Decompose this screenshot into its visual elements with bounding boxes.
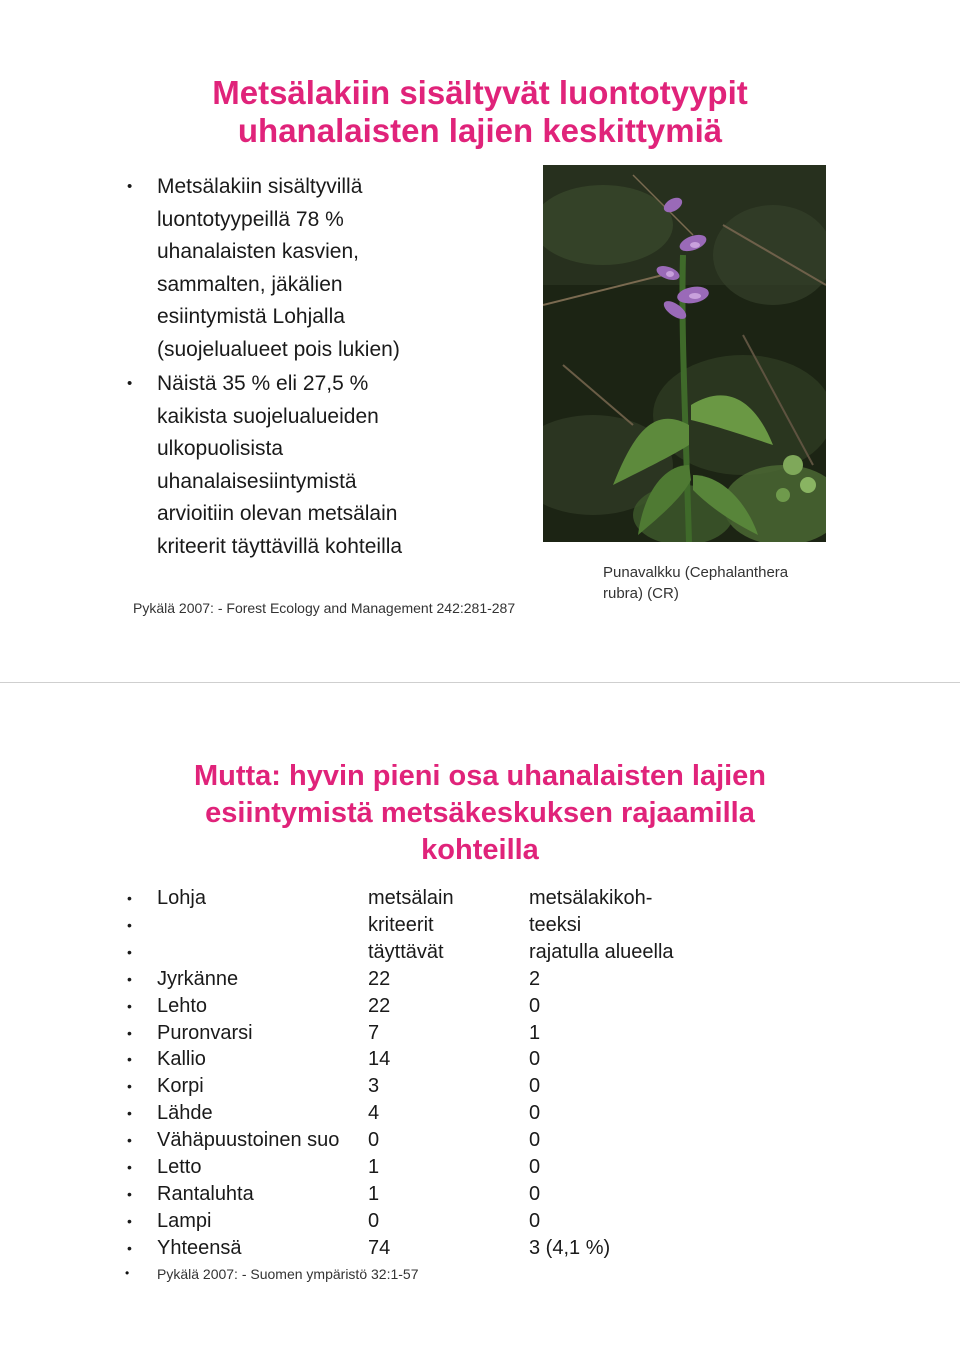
law-site-count-cell: 0 [529, 994, 541, 1017]
table-row [0, 993, 960, 1019]
title-line: kohteilla [421, 834, 539, 866]
habitat-name-cell: Korpi [157, 1075, 204, 1098]
table-row [0, 1100, 960, 1126]
criteria-count-cell: 22 [368, 967, 391, 990]
bullet-line: (suojelualueet pois lukien) [157, 337, 400, 361]
bullet-dot-icon: • [127, 1159, 132, 1175]
criteria-count-cell: 0 [368, 1129, 380, 1152]
law-site-count-cell: metsälakikoh- [529, 887, 653, 909]
title-line: Metsälakiin sisältyvät luontotyypit [212, 74, 748, 111]
bullet-line: Metsälakiin sisältyvillä [157, 175, 363, 198]
bullet-dot-icon: • [127, 1212, 132, 1229]
criteria-count-cell: 14 [368, 1048, 391, 1071]
table-row [0, 1235, 960, 1261]
bullet-2 [127, 368, 403, 563]
habitat-name-cell: Rantaluhta [157, 1182, 254, 1205]
table-row [0, 1181, 960, 1207]
bullet-dot-icon: • [127, 997, 132, 1014]
law-site-count-cell: 0 [529, 1048, 541, 1071]
habitat-name-cell: Vähäpuustoinen suo [157, 1129, 340, 1152]
slide-2-title [0, 758, 960, 869]
bullet-dot-icon: • [125, 1266, 130, 1280]
title-line: uhanalaisten lajien keskittymiä [237, 112, 723, 149]
criteria-count-cell: 0 [368, 1209, 380, 1232]
habitat-name-cell: Puronvarsi [157, 1021, 253, 1044]
bullet-dot-icon: • [127, 375, 133, 392]
bullet-line: ulkopuolisista [157, 437, 284, 460]
criteria-count-cell: 22 [368, 994, 391, 1017]
table-row [0, 939, 960, 965]
bullet-line: kaikista suojelualueiden [157, 404, 379, 428]
habitat-name-cell: Lehto [157, 994, 208, 1017]
bullet-dot-icon: • [127, 890, 132, 906]
table-row [0, 1127, 960, 1153]
title-line: Mutta: hyvin pieni osa uhanalaisten lajien [193, 760, 767, 792]
criteria-count-cell: 7 [368, 1021, 380, 1044]
bullet-dot-icon: • [127, 1185, 132, 1202]
reference-text: Pykälä 2007: - Forest Ecology and Management 242:281-287 [133, 600, 516, 616]
criteria-count-cell: täyttävät [368, 940, 444, 963]
bullet-line: Näistä 35 % eli 27,5 % [157, 372, 369, 395]
habitat-name-cell: Jyrkänne [157, 967, 239, 990]
criteria-count-cell: kriteerit [368, 913, 434, 936]
habitat-name-cell: Yhteensä [157, 1236, 242, 1259]
table-row [0, 1073, 960, 1099]
habitat-name-cell: Lähde [157, 1102, 213, 1125]
slide-divider [0, 682, 960, 683]
bullet-line: luontotyypeillä 78 % [157, 207, 344, 231]
title-line: esiintymistä metsäkeskuksen rajaamilla [205, 797, 755, 829]
habitat-name-cell: Lampi [157, 1209, 212, 1232]
bullet-dot-icon: • [127, 916, 132, 933]
caption-line: rubra) (CR) [603, 585, 679, 602]
law-site-count-cell: 0 [529, 1129, 541, 1152]
orchid-photo [543, 165, 826, 542]
criteria-count-cell: 1 [368, 1156, 380, 1178]
bullet-dot-icon: • [127, 178, 133, 195]
reference-text: Pykälä 2007: - Suomen ympäristö 32:1-57 [157, 1266, 419, 1282]
table-row [0, 966, 960, 992]
law-site-count-cell: 0 [529, 1102, 541, 1125]
habitat-name-cell: Letto [157, 1156, 202, 1178]
caption-line: Punavalkku (Cephalanthera [603, 564, 789, 581]
law-site-count-cell: 0 [529, 1156, 541, 1178]
bullet-line: uhanalaisesiintymistä [157, 469, 357, 493]
law-site-count-cell: 0 [529, 1182, 541, 1205]
table-row [0, 912, 960, 938]
bullet-dot-icon: • [127, 1078, 132, 1095]
slide-1 [0, 0, 960, 683]
law-site-count-cell: 1 [529, 1021, 541, 1044]
law-site-count-cell: 0 [529, 1209, 541, 1232]
law-site-count-cell: 3 (4,1 %) [529, 1236, 611, 1259]
bullet-line: esiintymistä Lohjalla [157, 305, 345, 328]
law-site-count-cell: teeksi [529, 913, 582, 936]
table-row [0, 1020, 960, 1046]
criteria-count-cell: 74 [368, 1236, 391, 1259]
bullet-dot-icon: • [127, 1024, 132, 1041]
bullet-dot-icon: • [127, 1132, 132, 1149]
bullet-line: arvioitiin olevan metsälain [157, 502, 398, 525]
bullet-dot-icon: • [127, 1105, 132, 1122]
bullet-dot-icon: • [127, 1239, 132, 1256]
table-row [0, 1154, 960, 1180]
bullet-line: uhanalaisten kasvien, [157, 240, 359, 263]
law-site-count-cell: rajatulla alueella [529, 940, 674, 963]
slide-1-title [0, 74, 960, 150]
bullet-dot-icon: • [127, 1051, 132, 1068]
photo-caption [603, 562, 788, 604]
bullet-line: kriteerit täyttävillä kohteilla [157, 534, 403, 558]
bullet-1 [127, 171, 400, 366]
table-row [0, 1046, 960, 1072]
criteria-count-cell: metsälain [368, 887, 454, 909]
law-site-count-cell: 2 [529, 967, 541, 990]
table-row [0, 1208, 960, 1234]
habitat-name-cell: Kallio [157, 1048, 206, 1071]
habitat-name-cell: Lohja [157, 887, 206, 909]
bullet-dot-icon: • [127, 970, 132, 987]
criteria-count-cell: 1 [368, 1182, 380, 1205]
criteria-count-cell: 4 [368, 1102, 380, 1125]
bullet-line: sammalten, jäkälien [157, 272, 343, 296]
orchid-photo-image [543, 165, 826, 542]
table-row [0, 885, 960, 911]
bullet-dot-icon: • [127, 943, 132, 960]
law-site-count-cell: 0 [529, 1075, 541, 1098]
criteria-count-cell: 3 [368, 1075, 380, 1098]
